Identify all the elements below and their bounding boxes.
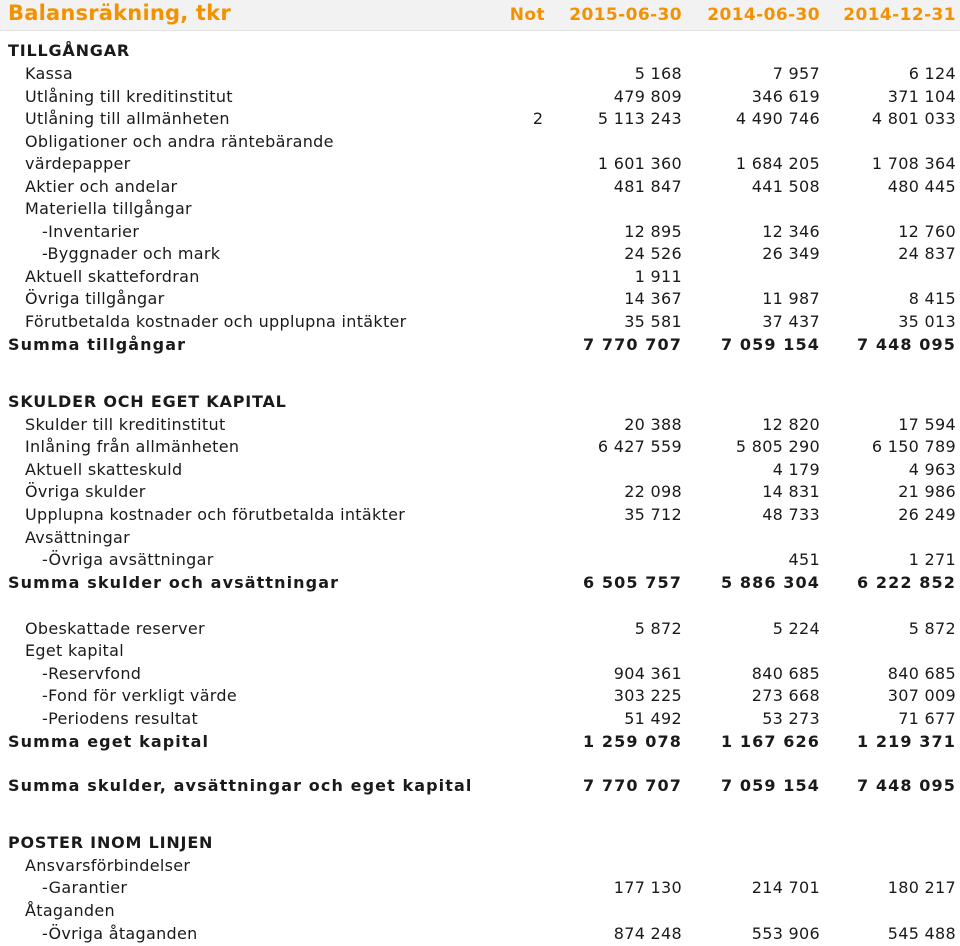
row-value-1: 1 911 [634, 267, 682, 286]
table-row [0, 877, 960, 899]
row-value-1: 35 581 [624, 312, 682, 331]
row-label: Åtaganden [25, 901, 115, 920]
row-value-3: 26 249 [898, 505, 956, 524]
row-value-3: 840 685 [887, 664, 956, 683]
row-label: -Garantier [42, 878, 128, 897]
row-value-1: 177 130 [613, 878, 682, 897]
row-value-3: 180 217 [887, 878, 956, 897]
table-row [0, 108, 960, 130]
table-row [0, 640, 960, 662]
row-value-2: 7 059 154 [721, 776, 820, 795]
row-label: Aktier och andelar [25, 177, 178, 196]
row-label: -Periodens resultat [42, 709, 199, 728]
row-value-2: 37 437 [762, 312, 820, 331]
row-value-1: 7 770 707 [583, 335, 682, 354]
table-row [0, 923, 960, 945]
row-value-3: 1 271 [908, 550, 956, 569]
row-label: Summa eget kapital [8, 732, 210, 751]
row-label: Obeskattade reserver [25, 619, 205, 638]
row-value-3: 480 445 [887, 177, 956, 196]
table-row [0, 527, 960, 549]
row-label: -Övriga åtaganden [42, 924, 198, 943]
row-label: Utlåning till allmänheten [25, 109, 230, 128]
row-value-2: 4 490 746 [735, 109, 820, 128]
table-row [0, 708, 960, 730]
row-value-2: 4 179 [772, 460, 820, 479]
row-value-3: 17 594 [898, 415, 956, 434]
row-value-2: 5 224 [772, 619, 820, 638]
section-title: TILLGÅNGAR [8, 41, 130, 60]
row-label: Eget kapital [25, 641, 124, 660]
table-row [0, 663, 960, 685]
row-value-3: 1 708 364 [871, 154, 956, 173]
row-label: Förutbetalda kostnader och upplupna intäkter [25, 312, 407, 331]
table-row [0, 414, 960, 436]
row-label: -Fond för verkligt värde [42, 686, 237, 705]
row-value-3: 7 448 095 [857, 776, 956, 795]
row-value-2: 14 831 [762, 482, 820, 501]
total-row [0, 775, 960, 797]
row-value-2: 12 346 [762, 222, 820, 241]
row-value-1: 5 872 [634, 619, 682, 638]
row-value-3: 8 415 [908, 289, 956, 308]
table-row [0, 198, 960, 220]
section-heading-row [0, 40, 960, 62]
row-label: Aktuell skatteskuld [25, 460, 183, 479]
table-row [0, 685, 960, 707]
table-row [0, 311, 960, 333]
row-label: Skulder till kreditinstitut [25, 415, 226, 434]
header-date-2: 2014-06-30 [707, 5, 820, 25]
row-value-2: 7 059 154 [721, 335, 820, 354]
row-value-3: 4 963 [908, 460, 956, 479]
row-value-3: 24 837 [898, 244, 956, 263]
row-value-2: 346 619 [751, 87, 820, 106]
row-label: Kassa [25, 64, 73, 83]
table-row [0, 153, 960, 175]
row-value-1: 1 601 360 [597, 154, 682, 173]
row-value-1: 303 225 [613, 686, 682, 705]
row-value-1: 6 505 757 [583, 573, 682, 592]
row-value-1: 874 248 [613, 924, 682, 943]
total-row [0, 731, 960, 753]
table-row [0, 900, 960, 922]
row-label: Obligationer och andra räntebärande [25, 132, 334, 151]
row-value-3: 371 104 [887, 87, 956, 106]
table-header [0, 0, 960, 31]
row-value-2: 12 820 [762, 415, 820, 434]
section-heading-row [0, 832, 960, 854]
table-row [0, 504, 960, 526]
row-value-2: 1 167 626 [721, 732, 820, 751]
row-value-1: 51 492 [624, 709, 682, 728]
row-label: Inlåning från allmänheten [25, 437, 240, 456]
row-label: Avsättningar [25, 528, 131, 547]
table-row [0, 243, 960, 265]
table-row [0, 618, 960, 640]
page-title: Balansräkning, tkr [8, 1, 231, 25]
row-value-2: 7 957 [772, 64, 820, 83]
row-value-3: 6 150 789 [871, 437, 956, 456]
row-value-1: 5 168 [634, 64, 682, 83]
row-value-2: 48 733 [762, 505, 820, 524]
row-value-3: 4 801 033 [871, 109, 956, 128]
table-row [0, 86, 960, 108]
row-label: värdepapper [25, 154, 131, 173]
row-value-1: 904 361 [613, 664, 682, 683]
section-heading-row [0, 391, 960, 413]
row-note: 2 [532, 109, 543, 128]
row-value-1: 22 098 [624, 482, 682, 501]
total-row [0, 572, 960, 594]
row-value-1: 7 770 707 [583, 776, 682, 795]
row-value-1: 6 427 559 [597, 437, 682, 456]
row-value-3: 21 986 [898, 482, 956, 501]
total-row [0, 334, 960, 356]
row-value-1: 20 388 [624, 415, 682, 434]
row-label: Summa skulder, avsättningar och eget kapital [8, 776, 473, 795]
row-value-1: 481 847 [613, 177, 682, 196]
row-label: Övriga tillgångar [25, 289, 165, 308]
row-value-2: 53 273 [762, 709, 820, 728]
row-value-3: 71 677 [898, 709, 956, 728]
row-label: Summa skulder och avsättningar [8, 573, 340, 592]
table-row [0, 176, 960, 198]
table-row [0, 63, 960, 85]
row-label: Utlåning till kreditinstitut [25, 87, 233, 106]
row-label: Upplupna kostnader och förutbetalda intäkter [25, 505, 406, 524]
row-label: -Inventarier [42, 222, 140, 241]
section-title: POSTER INOM LINJEN [8, 833, 214, 852]
header-note: Not [509, 5, 545, 25]
row-value-1: 1 259 078 [583, 732, 682, 751]
row-value-1: 24 526 [624, 244, 682, 263]
row-value-2: 5 805 290 [735, 437, 820, 456]
row-value-3: 6 222 852 [857, 573, 956, 592]
row-label: Materiella tillgångar [25, 199, 192, 218]
table-row [0, 855, 960, 877]
row-value-3: 12 760 [898, 222, 956, 241]
row-value-3: 7 448 095 [857, 335, 956, 354]
row-value-2: 273 668 [751, 686, 820, 705]
row-label: Övriga skulder [25, 482, 146, 501]
section-title: SKULDER OCH EGET KAPITAL [8, 392, 287, 411]
row-label: Summa tillgångar [8, 335, 187, 354]
table-row [0, 459, 960, 481]
row-value-3: 307 009 [887, 686, 956, 705]
table-row [0, 549, 960, 571]
row-value-2: 5 886 304 [721, 573, 820, 592]
row-value-2: 553 906 [751, 924, 820, 943]
row-label: -Övriga avsättningar [42, 550, 214, 569]
table-row [0, 131, 960, 153]
table-row [0, 481, 960, 503]
table-row [0, 288, 960, 310]
row-value-2: 451 [788, 550, 820, 569]
row-value-3: 5 872 [908, 619, 956, 638]
row-label: -Byggnader och mark [42, 244, 221, 263]
row-value-2: 11 987 [762, 289, 820, 308]
row-value-2: 214 701 [751, 878, 820, 897]
row-value-3: 545 488 [887, 924, 956, 943]
table-row [0, 266, 960, 288]
row-value-3: 6 124 [908, 64, 956, 83]
header-date-1: 2015-06-30 [569, 5, 682, 25]
row-value-1: 12 895 [624, 222, 682, 241]
row-label: -Reservfond [42, 664, 142, 683]
row-value-2: 1 684 205 [735, 154, 820, 173]
row-value-1: 35 712 [624, 505, 682, 524]
row-value-1: 14 367 [624, 289, 682, 308]
row-value-2: 26 349 [762, 244, 820, 263]
row-value-1: 479 809 [613, 87, 682, 106]
header-date-3: 2014-12-31 [843, 5, 956, 25]
row-value-3: 1 219 371 [857, 732, 956, 751]
table-row [0, 221, 960, 243]
table-row [0, 436, 960, 458]
row-value-1: 5 113 243 [597, 109, 682, 128]
row-value-3: 35 013 [898, 312, 956, 331]
row-value-2: 441 508 [751, 177, 820, 196]
row-label: Ansvarsförbindelser [25, 856, 191, 875]
row-value-2: 840 685 [751, 664, 820, 683]
row-label: Aktuell skattefordran [25, 267, 200, 286]
